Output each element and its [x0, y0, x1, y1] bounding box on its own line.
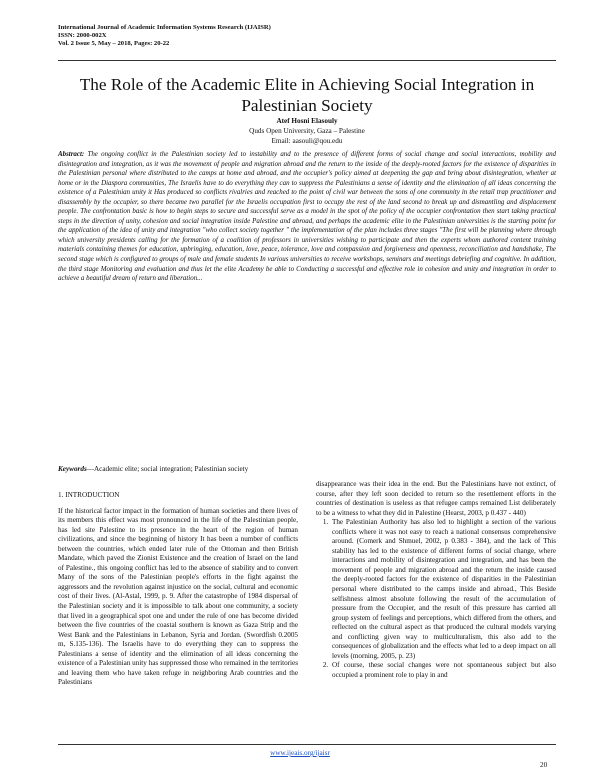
- paper-title: The Role of the Academic Elite in Achieving Social Integration in Palestinian Society: [79, 75, 535, 115]
- list-item: 1. The Palestinian Authority has also led to highlight a section of the various conflicts where it was not easy to reach a national consensus comprehensive around. (Comerk and Shmuel, 2002, p 0.383 - 384), and the lack of This stability has led to the existence of different forms of social change, where interactions and mobility of disintegration and integration, and has been the movement of people and migration abroad and the return the inside caused the deeply-rooted factors for the existence of disparities in the Palestinian personal where distributed to the camps inside and abroad., This Beside selfishness almost absolute following the result of the accumulation of pressure from the Occupier, and the result of this pressure has carried all group system of feelings and perceptions, which differed from the others, and reflected on the cultural aspect as that produced the cultural models varying and conflicting given way to multiculturalism, this also add to the consequences of globalization and the effects what led to a deep impact on all levels (morning, 2005, p. 23): [330, 518, 556, 661]
- abstract-label: Abstract:: [58, 150, 85, 158]
- footer-divider: [58, 744, 556, 745]
- section-heading-introduction: 1. INTRODUCTION: [58, 491, 120, 499]
- journal-name: International Journal of Academic Information Systems Research (IJAISR): [58, 24, 271, 31]
- author-email: Email: aasouli@qou.edu: [271, 137, 343, 145]
- continued-paragraph: disappearance was their idea in the end. But the Palestinians have not extinct, of course, after they left soon decided to return so the resettlement efforts in the countries of destination is useless as that refugee camps remained List deliberately to be a witness to what they did in Palestine (Hearst, 2003, p 0.437 - 440): [316, 480, 556, 517]
- abstract: [58, 150, 556, 284]
- abstract-text: The ongoing conflict in the Palestinian society led to instability and to the presence of different forms of social change and social interactions, mobility and disintegration and integration, as it was the movement of people and migration abroad and the return to the inside of the deeply-rooted factors for the existence of disparities in the Palestinian personal where distributed to the camps at home and abroad, and the occupier's policy aimed at deepening the gap and bring about disintegration, whether at home or in the Diaspora communities, The Israelis have to do everything they can to suppress the Palestinians a sense of identity and the elimination of all ideas concerning the existence of a Palestinian unity it Has produced so conflicts rivalries and reached to the point of civil war between the sons of one community in the retail trap practitioner and disassembly by the occupier, so there became two parallel for the Israelis occupation first to occupy the rest of the land second to break up and dismantling and displacement people. The confrontation basic is how to begin steps to secure and successful serve as a model in the spot of the policy of the occupier confrontation then start taking practical steps in the direction of unity, cohesion and social integration inside Palestine and abroad, and perhaps the academic elite in the Palestinian universities is the starting point for the application of the idea of unity and integration "who collect society together " the implementation of the plan includes three stages "The first will be planning where through which university presidents calling for the formation of a coalition of professors in universities wishing to participate and then the experts whom authored content training materials containing themes for education, upbringing, education, love, peace, tolerance, love and compassion and forgiveness and openness, reconciliation and handshake, The second stage which is configured to groups of male and female students In various universities to receive workshops, seminars and meetings debriefing and cognitive. In addition, the third stage Monitoring and evaluation and thus let the elite Academy be able to Conducting a successful and effective role in cohesion and unity and integration in order to achieve a beautiful dream of return and liberation...: [58, 150, 557, 283]
- journal-website-link[interactable]: www.ijeais.org/ijaisr: [270, 749, 330, 757]
- journal-issn: ISSN: 2000-002X: [58, 31, 107, 39]
- header-divider: [58, 60, 556, 61]
- keywords-label: Keywords: [58, 465, 87, 473]
- author-affiliation: Quds Open University, Gaza – Palestine: [249, 127, 365, 135]
- numbered-list: [316, 518, 556, 680]
- page-number: 20: [540, 761, 548, 769]
- keywords: [58, 465, 556, 473]
- left-column: [58, 480, 298, 688]
- journal-volume: Vol. 2 Issue 5, May – 2018, Pages: 20-22: [58, 39, 170, 47]
- introduction-paragraph: If the historical factor impact in the formation of human societies and there lives of its members this effect was most pronounced in the life of the Palestinian people, has led site Palestine to its presence in the heart of the region of human civilizations, and since the beginning of history It has been a number of conflicts between the countries, which ended later rule of the Ottoman and then British Mandate, which paved the Zionist Existence and the creation of Israel on the land of Palestine., this ongoing conflict has led to the absence of stability and to convert Many of the sons of the Palestinian people's efforts in the fight against the aggressors and the revolution against injustice on the social, cultural and economic cost of their lives. (Al-Astal, 1999, p. 9. After the catastrophe of 1984 dispersal of the Palestinian society and it is impossible to talk about one community, a society that lived in a geographical spot one and under the rule of one has become divided between the five countries of the coastal southern is known as Gaza Strip and the West Bank and the Palestinians in Lebanon, Syria and Jordan. (Swordfish 0.2005 m, S.135-136). The Israelis have to do everything they can to suppress the Palestinians a sense of identity and the elimination of all ideas concerning the existence of a Palestinian unity has suppressed those who remained in the territories and leaving them who have taken refuge in neighboring Arab countries and the Palestinians: [58, 506, 298, 687]
- keywords-text: —Academic elite; social integration; Palestinian society: [86, 465, 249, 473]
- author-name: Atef Hosni Elasouly: [276, 117, 338, 125]
- journal-header: [58, 24, 271, 47]
- list-item: 2. Of course, these social changes were not spontaneous subject but also occupied a prominent role to play in and: [330, 661, 556, 680]
- right-column: [316, 480, 556, 680]
